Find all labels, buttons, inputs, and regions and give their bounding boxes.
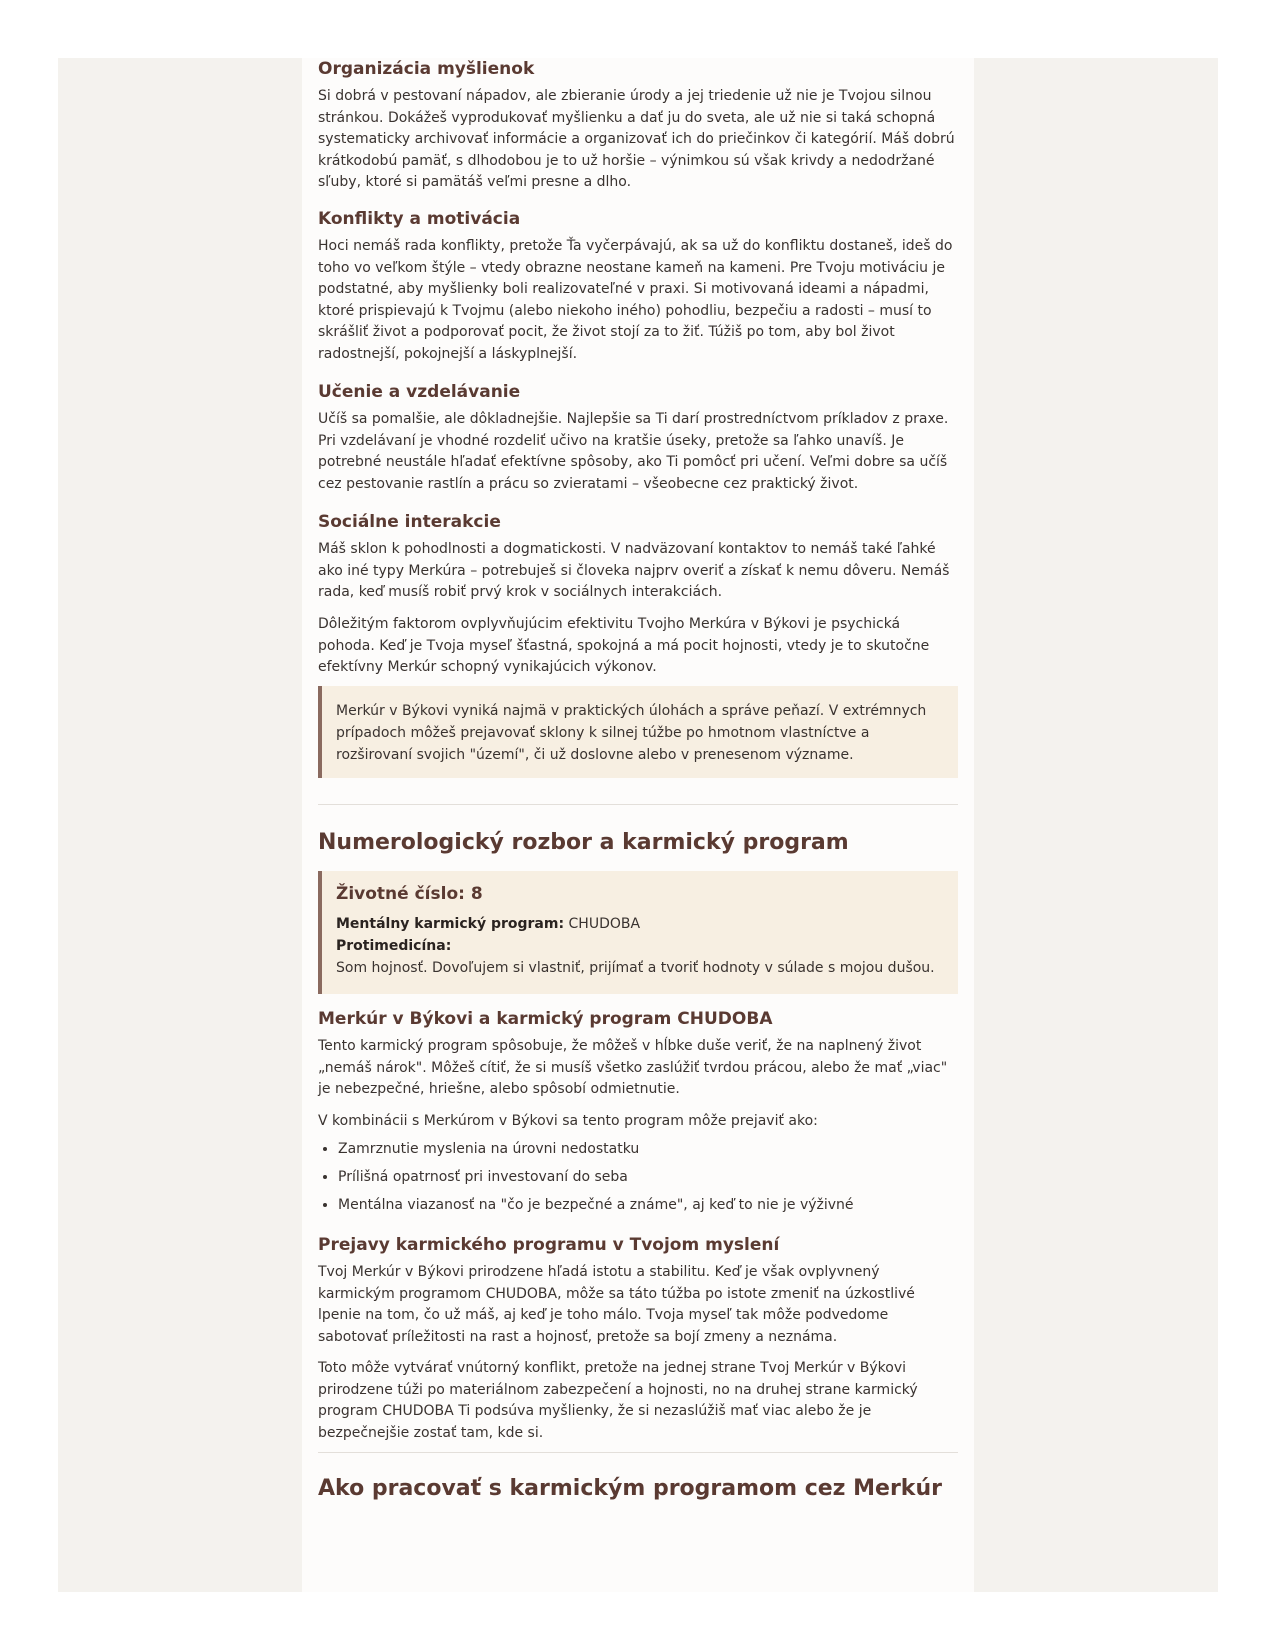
divider — [318, 804, 958, 805]
divider — [318, 1452, 958, 1453]
karmic-program-line — [336, 913, 942, 935]
antidote-label: Protimedicína: — [336, 938, 452, 954]
list-item: • Mentálna viazanosť na "čo je bezpečné a známe", aj keď to nie je výživné — [338, 1195, 958, 1216]
antidote-label-line — [336, 935, 942, 957]
list-item: • Prílišná opatrnosť pri investovaní do seba — [338, 1167, 958, 1188]
social-text: Máš sklon k pohodlnosti a dogmatickosti. V nadväzovaní kontaktov to nemáš také ľahké ako iné typy Merkúra – potrebuješ si človeka najprv overiť a získať k nemu dôveru. Nemáš rada, keď musíš robiť prvý krok v sociálnych interakciách. — [318, 541, 950, 600]
quote-callout — [318, 686, 958, 778]
combo-heading: Merkúr v Býkovi a karmický program CHUDOBA — [318, 1009, 773, 1029]
org-text: Si dobrá v pestovaní nápadov, ale zbieranie úrody a jej triedenie už nie je Tvojou silnou stránkou. Dokážeš vyprodukovať myšlienku a dať ju do sveta, ale už nie si taká schopná systematicky archivovať informácie a organizovať ich do priečinkov či kategórií. Máš dobrú krátkodobú pamäť, s dlhodobou je to už horšie – výnimkou sú však krivdy a nedodržané sľuby, ktoré si pamätáš veľmi presne a dlho. — [318, 88, 955, 190]
karmic-program-value: CHUDOBA — [568, 916, 641, 932]
combo-bullet-list — [318, 1139, 958, 1223]
work-heading: Ako pracovať s karmickým programom cez Merkúr — [318, 1476, 942, 1501]
antidote-value: Som hojnosť. Dovoľujem si vlastniť, prijímať a tvoriť hodnoty v súlade s mojou dušou. — [336, 960, 935, 976]
manifest-text: Tvoj Merkúr v Býkovi prirodzene hľadá istotu a stabilitu. Keď je však ovplyvnený karmickým programom CHUDOBA, môže sa táto túžba po istote zmeniť na úzkostlivé lpenie na tom, čo už máš, aj keď je toho málo. Tvoja myseľ tak môže podvedome sabotovať príležitosti na rast a hojnosť, pretože sa bojí zmeny a neznáma. — [318, 1264, 915, 1345]
social-text-2: Dôležitým faktorom ovplyvňujúcim efektivitu Tvojho Merkúra v Býkovi je psychická pohoda. Keď je Tvoja myseľ šťastná, spokojná a má pocit hojnosti, vtedy je to skutočne efektívny Merkúr schopný vynikajúcich výkonov. — [318, 616, 930, 675]
karmic-program-label: Mentálny karmický program: — [336, 916, 565, 932]
learning-text: Učíš sa pomalšie, ale dôkladnejšie. Najlepšie sa Ti darí prostredníctvom príkladov z praxe. Pri vzdelávaní je vhodné rozdeliť učivo na kratšie úseky, pretože sa ľahko unavíš. Je potrebné neustále hľadať efektívne spôsoby, ako Ti pomôcť pri učení. Veľmi dobre sa učíš cez pestovanie rastlín a prácu so zvieratami – všeobecne cez praktický život. — [318, 411, 949, 492]
quote-text: Merkúr v Býkovi vyniká najmä v praktických úlohách a správe peňazí. V extrémnych prípadoch môžeš prejavovať sklony k silnej túžbe po hmotnom vlastníctve a rozširovaní svojich "území", či už doslovne alebo v prenesenom význame. — [336, 703, 927, 763]
page-background — [58, 58, 1218, 1592]
social-heading: Sociálne interakcie — [318, 512, 501, 532]
learning-heading: Učenie a vzdelávanie — [318, 382, 521, 402]
life-number-title: Životné číslo: 8 — [336, 884, 483, 904]
conflict-text: Hoci nemáš rada konflikty, pretože Ťa vyčerpávajú, ak sa už do konfliktu dostaneš, ideš do toho vo veľkom štýle – vtedy obrazne neostane kameň na kameni. Pre Tvoju motiváciu je podstatné, aby myšlienky boli realizovateľné v praxi. Si motivovaná ideami a nápadmi, ktoré prispievajú k Tvojmu (alebo niekoho iného) pohodliu, bezpečiu a radosti – musí to skrášliť život a podporovať pocit, že život stojí za to žiť. Túžiš po tom, aby bol život radostnejší, pokojnejší a láskyplnejší. — [318, 238, 953, 362]
combo-intro: V kombinácii s Merkúrom v Býkovi sa tento program môže prejaviť ako: — [318, 1113, 818, 1129]
karmic-box — [318, 871, 958, 994]
manifest-heading: Prejavy karmického programu v Tvojom myslení — [318, 1235, 780, 1255]
org-heading: Organizácia myšlienok — [318, 59, 535, 79]
manifest-text-2: Toto môže vytvárať vnútorný konflikt, pretože na jednej strane Tvoj Merkúr v Býkovi prirodzene túži po materiálnom zabezpečení a hojnosti, no na druhej strane karmický program CHUDOBA Ti podsúva myšlienky, že si nezaslúžiš mať viac alebo že je bezpečnejšie zostať tam, kde si. — [318, 1360, 918, 1441]
conflict-heading: Konflikty a motivácia — [318, 209, 521, 229]
content-column — [302, 58, 974, 1592]
combo-text: Tento karmický program spôsobuje, že môžeš v hĺbke duše veriť, že na naplnený život „nemáš nárok". Môžeš cítiť, že si musíš všetko zaslúžiť tvrdou prácou, alebo že mať „viac" je nebezpečné, hriešne, alebo spôsobí odmietnutie. — [318, 1038, 948, 1097]
numerology-heading: Numerologický rozbor a karmický program — [318, 830, 849, 855]
list-item: • Zamrznutie myslenia na úrovni nedostatku — [338, 1139, 958, 1160]
